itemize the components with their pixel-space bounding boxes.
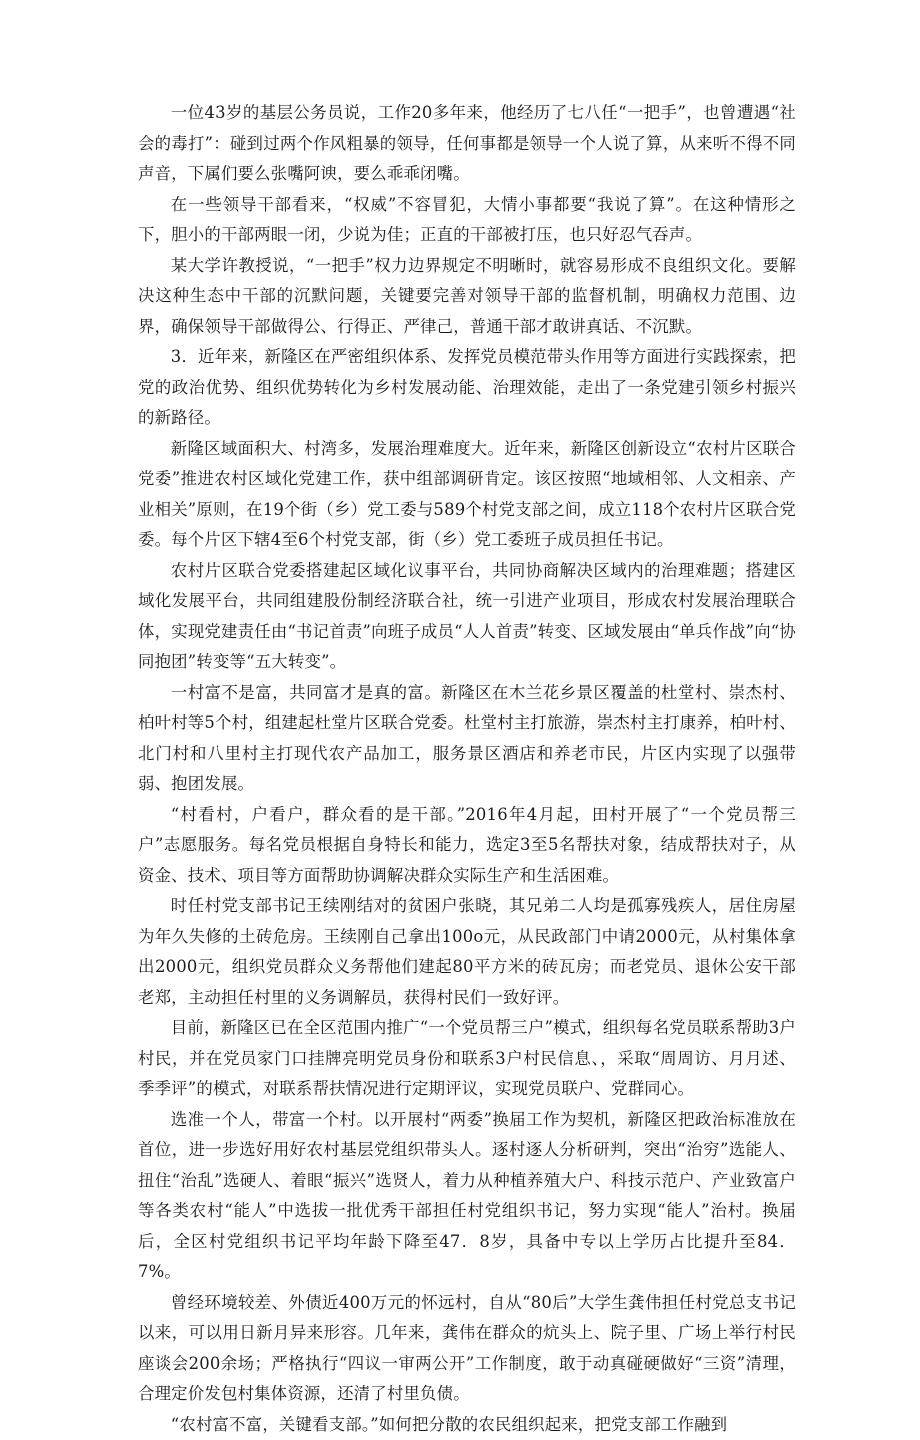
paragraph-12: 曾经环境较差、外债近400万元的怀远村，自从“80后”大学生龚伟担任村党总支书记以来，可以用日新月异来形容。几年来，龚伟在群众的炕头上、院子里、广场上举行村民座谈会200余场；严格执行“四议一审两公开”工作制度，敢于动真碰硬做好“三资”清理，合理定价发包村集体资源，还清了村里负债。 [138,1288,796,1410]
paragraph-9: 时任村党支部书记王续刚结对的贫困户张晓，其兄弟二人均是孤寡残疾人，居住房屋为年久失修的土砖危房。王续刚自己拿出100o元，从民政部门中请2000元，从村集体拿出2000元，组织党员群众义务帮他们建起80平方米的砖瓦房；而老党员、退休公安干部老郑，主动担任村里的义务调解员，获得村民们一致好评。 [138,891,796,1013]
paragraph-10: 目前，新隆区已在全区范围内推广“一个党员帮三户”模式，组织每名党员联系帮助3户村民，并在党员家门口挂牌亮明党员身份和联系3户村民信息、，采取“周周访、月月述、季季评”的模式，对联系帮扶情况进行定期评议，实现党员联户、党群同心。 [138,1013,796,1105]
paragraph-8: “村看村，户看户，群众看的是干部。”2016年4月起，田村开展了“一个党员帮三户”志愿服务。每名党员根据自身特长和能力，选定3至5名帮扶对象，结成帮扶对子，从资金、技术、项目等方面帮助协调解决群众实际生产和生活困难。 [138,800,796,892]
paragraph-7: 一村富不是富，共同富才是真的富。新隆区在木兰花乡景区覆盖的杜堂村、崇杰村、柏叶村等5个村，组建起杜堂片区联合党委。杜堂村主打旅游，崇杰村主打康养，柏叶村、北门村和八里村主打现代农产品加工，服务景区酒店和养老市民，片区内实现了以强带弱、抱团发展。 [138,678,796,800]
paragraph-2: 在一些领导干部看来，“权威”不容冒犯，大情小事都要“我说了算”。在这种情形之下，胆小的干部两眼一闭，少说为佳；正直的干部被打压，也只好忍气吞声。 [138,190,796,251]
paragraph-1: 一位43岁的基层公务员说，工作20多年来，他经历了七八任“一把手”，也曾遭遇“社会的毒打”：碰到过两个作风粗暴的领导，任何事都是领导一个人说了算，从来听不得不同声音，下属们要么张嘴阿谀，要么乖乖闭嘴。 [138,98,796,190]
paragraph-3: 某大学许教授说，“一把手”权力边界规定不明晰时，就容易形成不良组织文化。要解决这种生态中干部的沉默问题，关键要完善对领导干部的监督机制，明确权力范围、边界，确保领导干部做得公、行得正、严律己，普通干部才敢讲真话、不沉默。 [138,251,796,343]
paragraph-11: 选准一个人，带富一个村。以开展村“两委”换届工作为契机，新隆区把政治标准放在首位，进一步选好用好农村基层党组织带头人。逐村逐人分析研判，突出“治穷”选能人、扭住“治乱”选硬人、着眼“振兴”选贤人，着力从种植养殖大户、科技示范户、产业致富户等各类农村“能人”中选拔一批优秀干部担任村党组织书记，努力实现“能人”治村。换届后，全区村党组织书记平均年龄下降至47．8岁，具备中专以上学历占比提升至84．7%。 [138,1105,796,1288]
paragraph-4: 3．近年来，新隆区在严密组织体系、发挥党员模范带头作用等方面进行实践探索，把党的政治优势、组织优势转化为乡村发展动能、治理效能，走出了一条党建引领乡村振兴的新路径。 [138,342,796,434]
paragraph-5: 新隆区域面积大、村湾多，发展治理难度大。近年来，新隆区创新设立“农村片区联合党委”推进农村区域化党建工作，获中组部调研肯定。该区按照“地域相邻、人文相亲、产业相关”原则，在19个街（乡）党工委与589个村党支部之间，成立118个农村片区联合党委。每个片区下辖4至6个村党支部，街（乡）党工委班子成员担任书记。 [138,434,796,556]
document-body [138,98,796,1440]
paragraph-6: 农村片区联合党委搭建起区域化议事平台，共同协商解决区域内的治理难题；搭建区域化发展平台，共同组建股份制经济联合社，统一引进产业项目，形成农村发展治理联合体，实现党建责任由“书记首责”向班子成员“人人首责”转变、区域发展由“单兵作战”向“协同抱团”转变等“五大转变”。 [138,556,796,678]
paragraph-13: “农村富不富，关键看支部。”如何把分散的农民组织起来，把党支部工作融到 [138,1410,796,1440]
